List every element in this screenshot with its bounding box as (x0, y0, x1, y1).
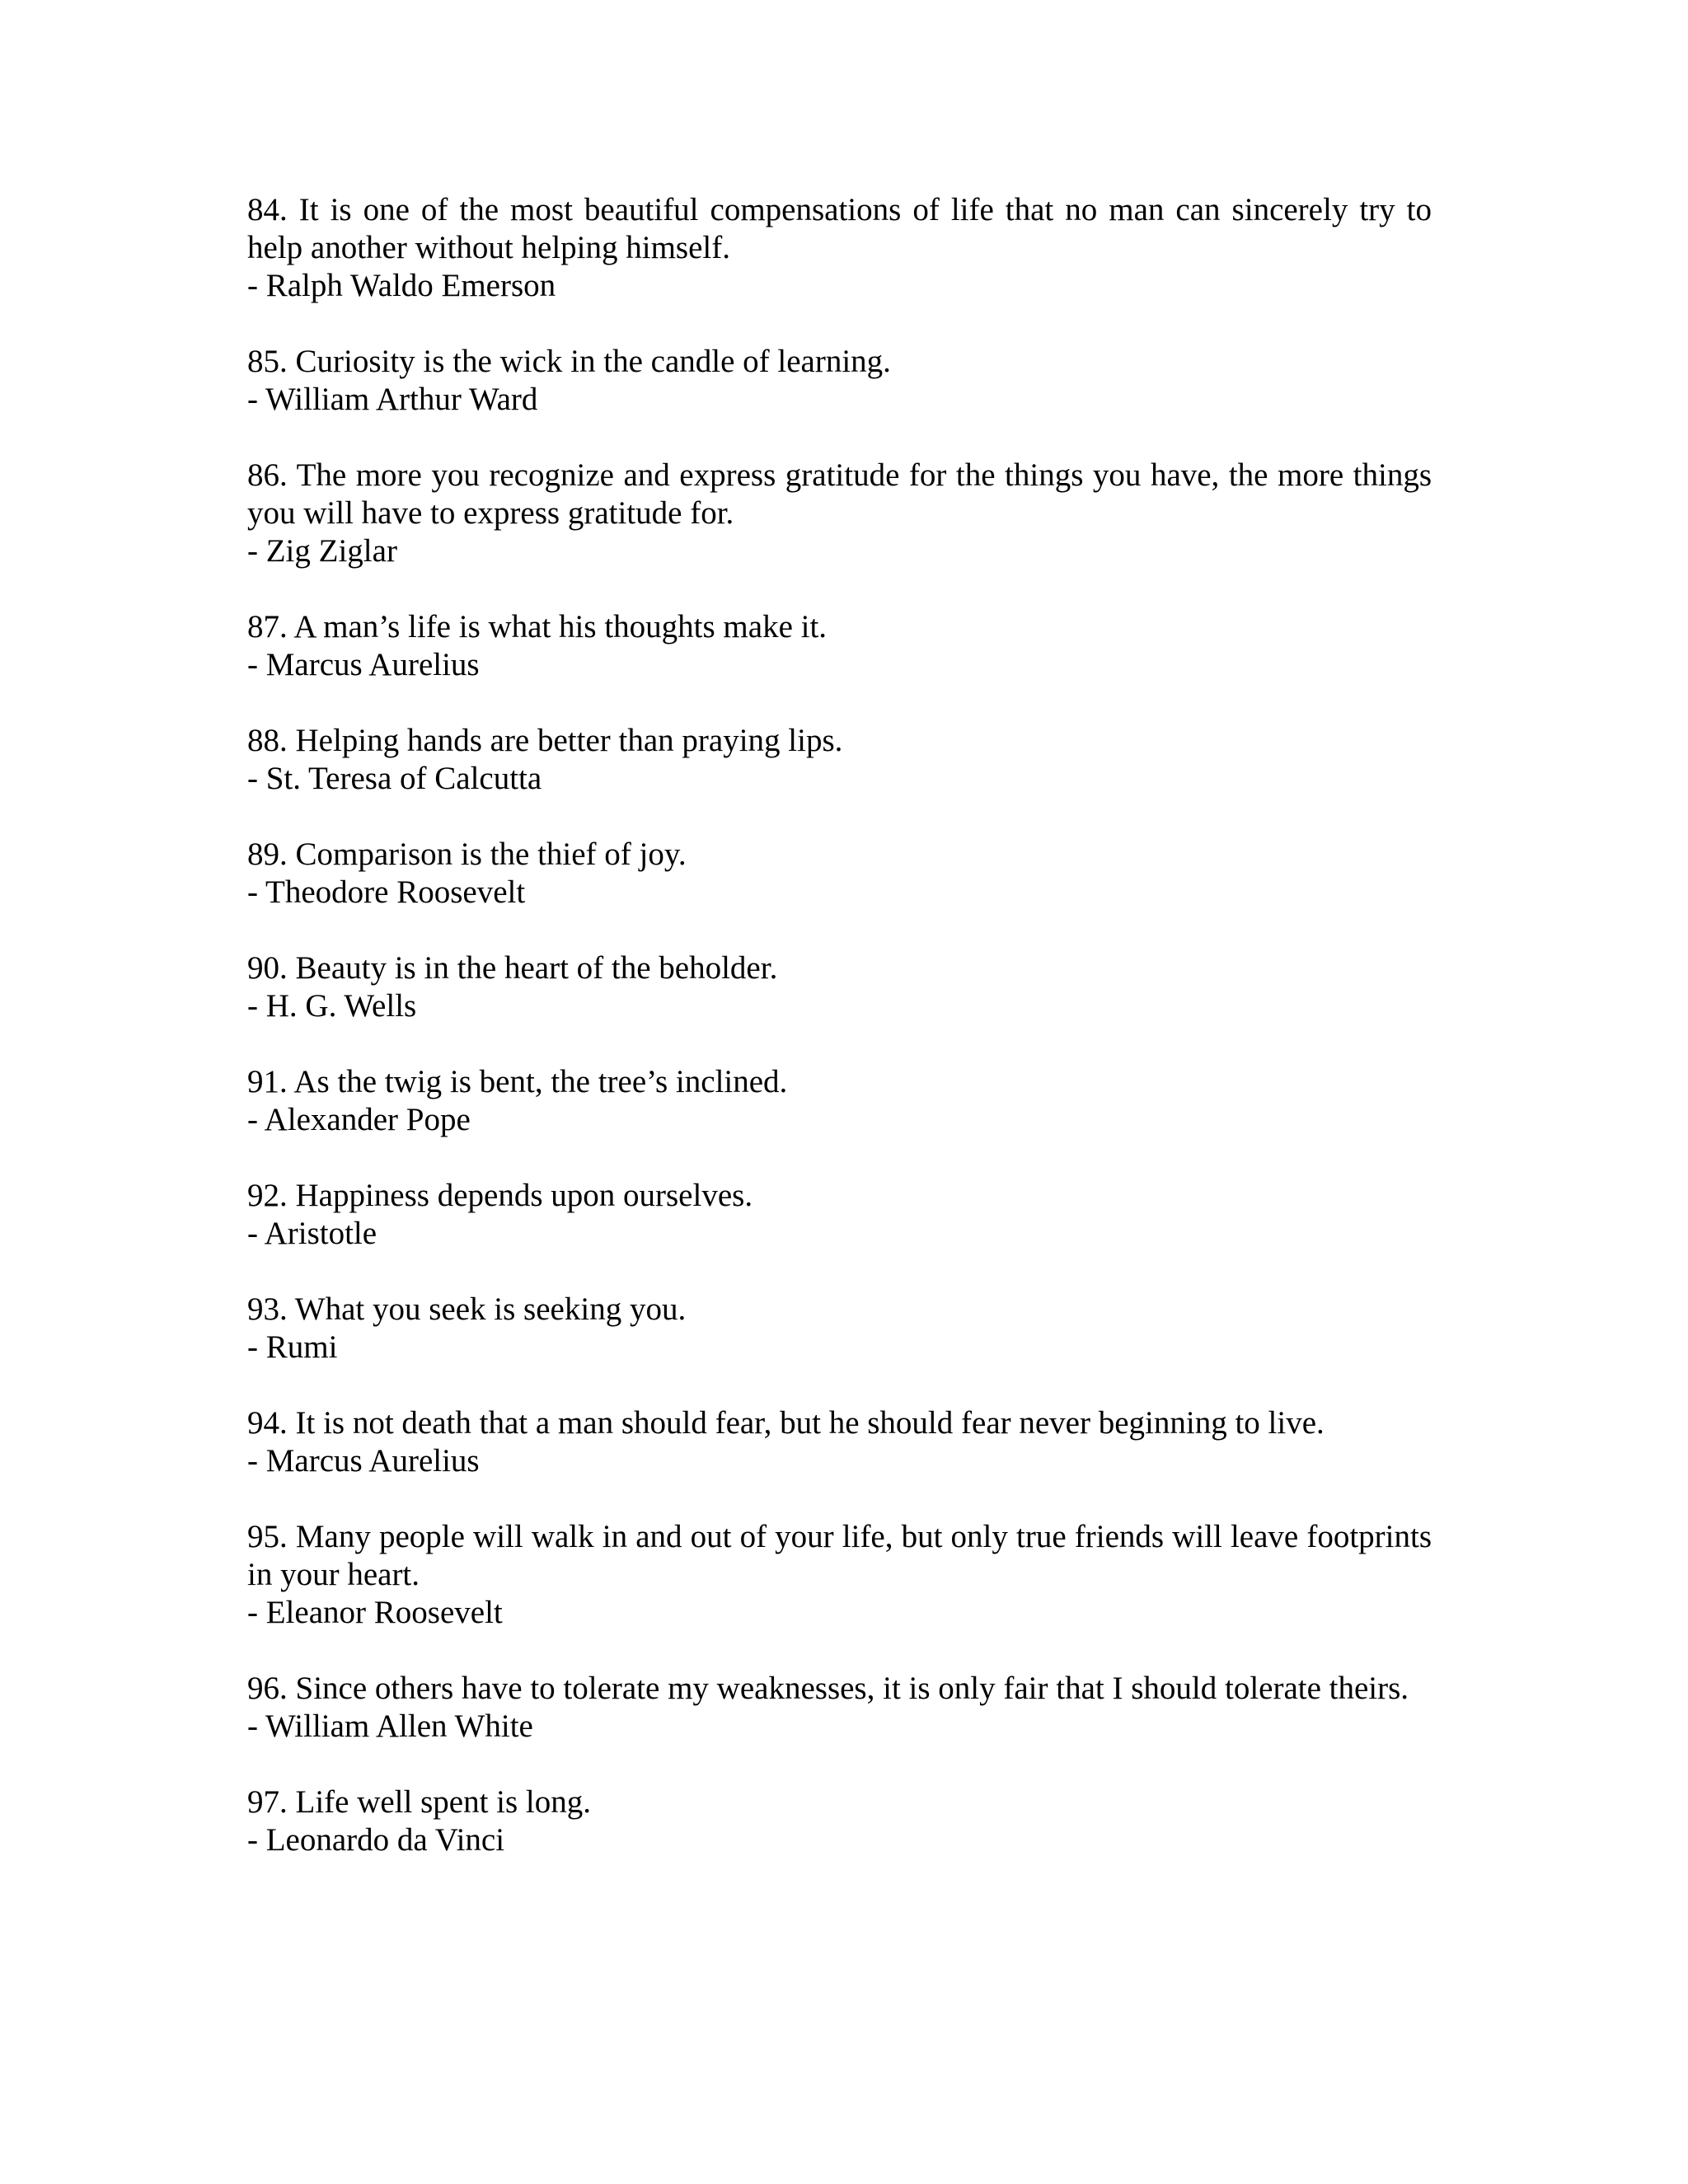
quote-item (247, 1783, 1432, 1859)
quote-text: 96. Since others have to tolerate my weaknesses, it is only fair that I should tolerate theirs. (247, 1671, 1409, 1706)
quote-item (247, 1291, 1432, 1366)
quote-author: - Alexander Pope (247, 1102, 471, 1137)
quote-text: 97. Life well spent is long. (247, 1784, 592, 1820)
quote-item (247, 343, 1432, 419)
quote-item (247, 836, 1432, 912)
quote-author: - Theodore Roosevelt (247, 874, 526, 910)
quote-author: - H. G. Wells (247, 988, 417, 1024)
quote-author: - William Arthur Ward (247, 382, 538, 417)
quote-item (247, 457, 1432, 570)
quote-author: - Leonardo da Vinci (247, 1822, 505, 1858)
quote-text: 89. Comparison is the thief of joy. (247, 837, 687, 872)
quote-text: 85. Curiosity is the wick in the candle of learning. (247, 344, 891, 379)
quote-text: 92. Happiness depends upon ourselves. (247, 1178, 753, 1213)
quote-author: - Eleanor Roosevelt (247, 1595, 503, 1630)
quote-author: - St. Teresa of Calcutta (247, 761, 542, 796)
quote-item (247, 1670, 1432, 1746)
quote-author: - Ralph Waldo Emerson (247, 268, 556, 303)
quote-item (247, 1404, 1432, 1480)
quote-item (247, 722, 1432, 798)
quote-item (247, 608, 1432, 684)
quote-list (247, 191, 1432, 1897)
quote-text: 88. Helping hands are better than praying lips. (247, 723, 843, 758)
quote-text: 95. Many people will walk in and out of your life, but only true friends will leave footprints in your heart. (247, 1519, 1432, 1592)
quote-author: - Aristotle (247, 1216, 377, 1251)
quote-item (247, 949, 1432, 1025)
quote-author: - Rumi (247, 1329, 338, 1365)
quote-text: 87. A man’s life is what his thoughts make it. (247, 609, 828, 644)
quote-item (247, 191, 1432, 305)
quote-author: - Zig Ziglar (247, 533, 397, 569)
quote-item (247, 1063, 1432, 1139)
quote-text: 94. It is not death that a man should fear, but he should fear never beginning to live. (247, 1405, 1325, 1441)
quote-text: 84. It is one of the most beautiful compensations of life that no man can sincerely try to help another without helping himself. (247, 192, 1432, 265)
quote-author: - Marcus Aurelius (247, 1443, 480, 1479)
quote-text: 91. As the twig is bent, the tree’s inclined. (247, 1064, 788, 1099)
quote-text: 90. Beauty is in the heart of the beholder. (247, 950, 778, 986)
quote-item (247, 1518, 1432, 1632)
quote-author: - William Allen White (247, 1708, 533, 1744)
quote-author: - Marcus Aurelius (247, 647, 480, 682)
quote-text: 86. The more you recognize and express gratitude for the things you have, the more things you will have to express gratitude for. (247, 457, 1432, 531)
quote-text: 93. What you seek is seeking you. (247, 1291, 687, 1327)
quote-item (247, 1177, 1432, 1253)
